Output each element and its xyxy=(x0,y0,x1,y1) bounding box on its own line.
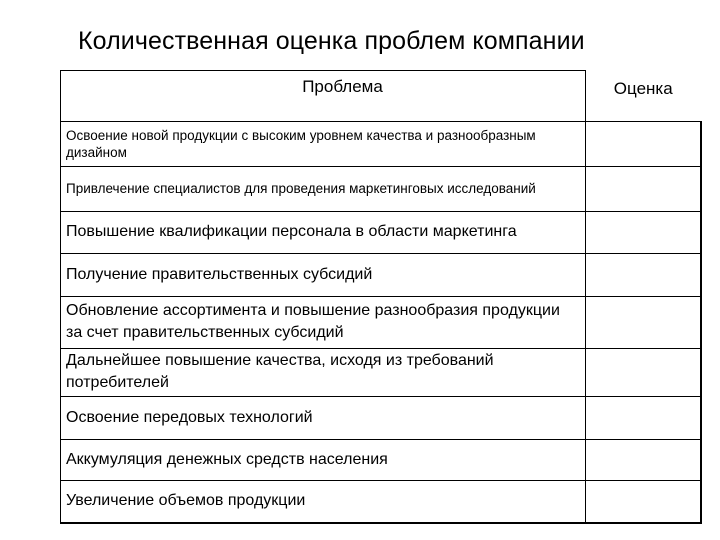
problem-cell: Повышение квалификации персонала в области маркетинга xyxy=(61,211,586,253)
problem-cell: Увеличение объемов продукции xyxy=(61,480,586,523)
table-row xyxy=(61,348,701,396)
score-cell[interactable] xyxy=(586,296,701,348)
table-header-row xyxy=(61,71,701,122)
score-cell[interactable] xyxy=(586,166,701,211)
column-header-problem: Проблема xyxy=(61,71,586,122)
page-title: Количественная оценка проблем компании xyxy=(78,27,585,55)
table-row xyxy=(61,211,701,253)
problem-cell: Освоение новой продукции с высоким уровнем качества и разнообразным дизайном xyxy=(61,121,586,166)
score-cell[interactable] xyxy=(586,348,701,396)
score-cell[interactable] xyxy=(586,480,701,523)
problems-table xyxy=(60,70,702,524)
problem-cell: Обновление ассортимента и повышение разнообразия продукции за счет правительственных субсидий xyxy=(61,296,586,348)
problem-cell: Привлечение специалистов для проведения маркетинговых исследований xyxy=(61,166,586,211)
table-row xyxy=(61,296,701,348)
table-row xyxy=(61,121,701,166)
table-row xyxy=(61,439,701,480)
table-row xyxy=(61,480,701,523)
score-cell[interactable] xyxy=(586,396,701,439)
score-cell[interactable] xyxy=(586,439,701,480)
score-cell[interactable] xyxy=(586,253,701,296)
problem-cell: Получение правительственных субсидий xyxy=(61,253,586,296)
problem-cell: Дальнейшее повышение качества, исходя из требований потребителей xyxy=(61,348,586,396)
score-cell[interactable] xyxy=(586,121,701,166)
problem-cell: Освоение передовых технологий xyxy=(61,396,586,439)
column-header-score: Оценка xyxy=(613,78,673,98)
score-cell[interactable] xyxy=(586,211,701,253)
table-row xyxy=(61,166,701,211)
table-row xyxy=(61,253,701,296)
problem-cell: Аккумуляция денежных средств населения xyxy=(61,439,586,480)
table-row xyxy=(61,396,701,439)
